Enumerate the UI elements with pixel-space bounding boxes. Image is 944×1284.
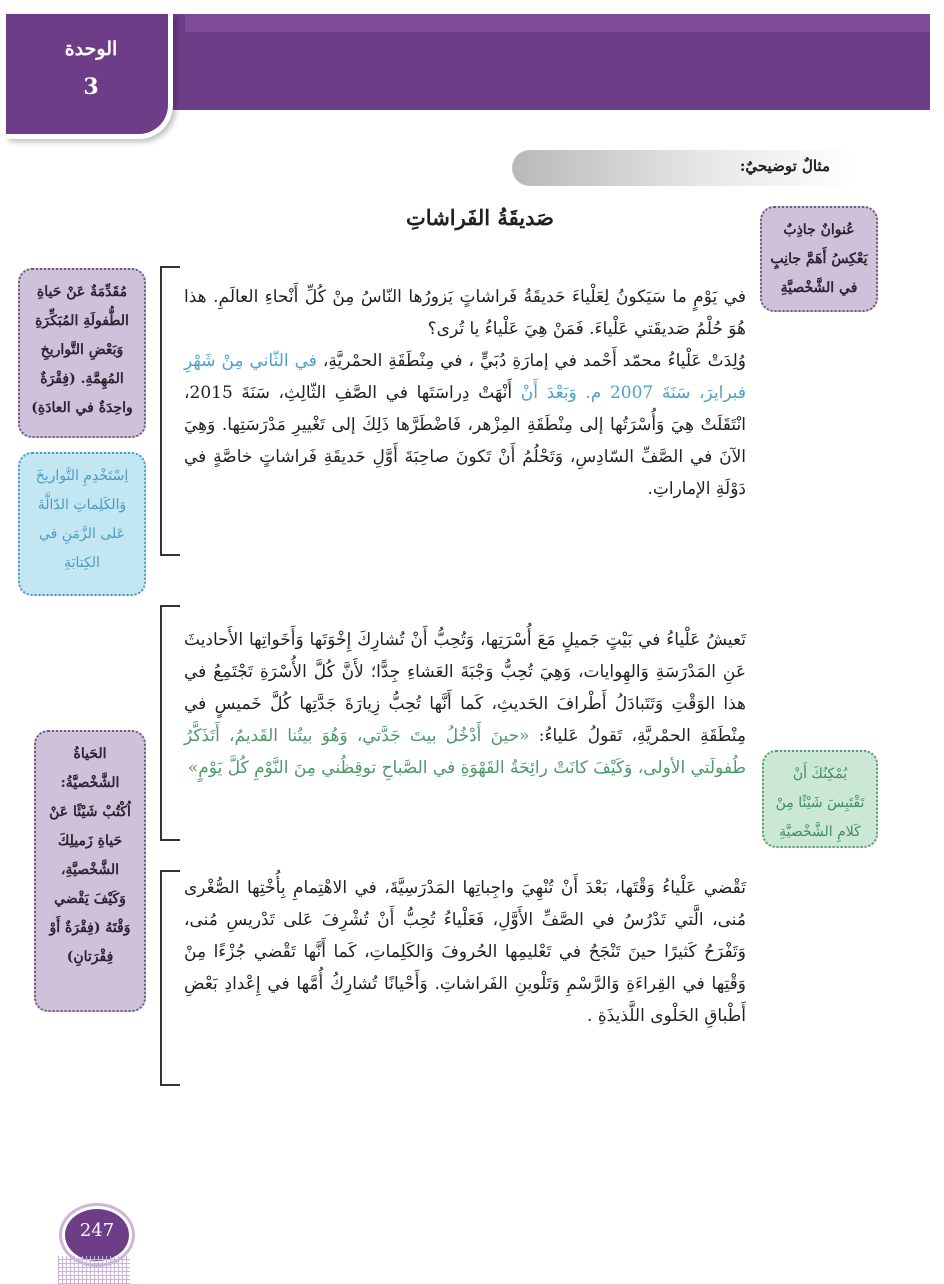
intro-text-2: وُلِدَتْ عَلْياءُ محمّد أَحْمد في إمارَةِ دُبَيٍّ ، في مِنْطَقَةِ الحمْريَّةِ، <box>322 351 746 371</box>
intro-text-3: أَنْهَتْ دِراسَتَها في الصَّفِ الثّالِثِ، سَنَةَ 2015، انْتَقَلَتْ هِيَ وَأُسْرَتُها إلى مِنْطَقَةِ المِزْهر، فَاضْطَرَّها ذَلِكَ إلى تَغْييرِ مَدْرَسَتِها. وَهِيَ الآنَ في الصَّفِّ السّادِسِ، وَتَحْلُمُ أَنْ تَكونَ صاحِبَةَ أَوَّلِ حَديقَةِ فَراشاتٍ خاصَّةٍ في دَوْلَةِ الإماراتِ. <box>184 383 746 499</box>
dates-note: اِسْتَخْدِمِ التَّواريخَ وَالكَلِماتِ الدّالَّةَ عَلى الزَّمَنِ في الكِتابَةِ <box>18 452 146 596</box>
paragraph-family <box>184 624 746 784</box>
unit-number: 3 <box>83 74 99 100</box>
intro-note: مُقَدِّمَةٌ عَنْ حَياةِ الطُّفولَةِ المُبَكِّرَةِ وَبَعْضِ التَّواريخِ المُهِمَّةِ. (فِقْرَةٌ واحِدَةٌ في العادَةِ) <box>18 268 146 438</box>
life-note: الحَياةُ الشَّخْصيَّةُ: اُكْتُبْ شَيْئًا عَنْ حَياةِ زَميلِكَ الشَّخْصيَّةِ، وَكَيْفَ يَقْضي وَقْتَهُ (فِقْرَةٌ أَوْ فِقْرَتانِ) <box>34 730 146 1012</box>
header-banner-shade <box>185 14 930 32</box>
intro-time-word: وَبَعْدَ أَنْ <box>520 383 577 403</box>
title-note: عُنوانٌ جاذِبٌ يَعْكِسُ أَهَمَّ جانِبٍ في الشَّخْصيَّةِ <box>760 206 878 312</box>
paragraph-intro <box>184 281 746 505</box>
family-text: تَعيشُ عَلْياءُ في بَيْتٍ جَميلٍ مَعَ أُسْرَتِها، وَتُحِبُّ أَنْ تُشارِكَ إِخْوَتَها وَأَخَواتِها الأَحاديثَ عَنِ المَدْرَسَةِ وَالهِوايات، وَهِيَ تُحِبُّ وَجْبَةَ العَشاءِ جِدًّا؛ لأَنَّ كُلَّ الأُسْرَةِ تَجْتَمِعُ في هذا الوَقْتِ وَتَتَبادَلُ أَطْرافَ الحَديثِ، كَما أَنَّها تُحِبُّ زِيارَةَ جَدَّتِها كُلَّ خَميسٍ في مِنْطَقَةِ الحمْريَّةِ، تَقولُ عَلياءُ: <box>184 630 746 746</box>
daily-life-text: تَقْضي عَلْياءُ وَقْتَها، بَعْدَ أَنْ تُنْهِيَ واجِباتِها المَدْرَسِيَّةَ، في الاهْتِمامِ بِأُخْتِها الصُّغْرى مُنى، الَّتي تَدْرُسُ في الصَّفِّ الأَوَّلِ، فَعَلْياءُ تُحِبُّ أَنْ تُشْرِفَ عَلى تَدْريسِ مُنى، وَتَفْرَحُ كَثيرًا حينَ تَنْجَحُ في تَعْليمِها الحُروفَ وَالكَلِماتِ، كَما أَنَّها تَقْضي جُزْءًا مِنْ وَقْتِها في القِراءَةِ وَالرَّسْمِ وَتَلْوينِ الفَراشاتِ. وَأَحْيانًا تُشارِكُ أُمَّها في إِعْدادِ بَعْضِ أَطْباقِ الحَلْوى اللَّذيذَةِ . <box>184 878 746 1026</box>
example-label: مثالٌ توضيحيٌ: <box>739 157 830 175</box>
family-quote: «حينَ أَدْخُلُ بيتَ جَدَّتي، وَهُوَ بيتُنا القَديمُ، أَتَذَكَّرُ طُفولَتي الأولى، وَكَيْفَ كانَتْ رائِحَةُ القَهْوَةِ في الصَّباحِ توقِظُني مِنَ النَّوْمِ كُلَّ يَوْمٍ» <box>184 726 746 778</box>
unit-label: الوحدة <box>64 38 118 60</box>
quote-note: يُمْكِنُكَ أَنْ تَقْتَبِسَ شَيْئًا مِنْ كَلامِ الشَّخْصيَّةِ <box>762 750 878 848</box>
paragraph2-bracket <box>160 605 180 841</box>
paragraph3-bracket <box>160 870 180 1086</box>
intro-date-text: في الثّاني مِنْ شَهْرِ فبرايرَ، سَنَةَ 2007 م. <box>184 351 746 403</box>
decorative-grid <box>58 1256 130 1284</box>
paragraph-daily-life <box>184 872 746 1032</box>
paragraph1-bracket <box>160 266 180 556</box>
page-title: صَديقَةُ الفَراشاتِ <box>406 205 554 230</box>
page-number: 247 <box>79 1220 115 1241</box>
intro-text-1: في يَوْمٍ ما سَيَكونُ لِعَلْياءَ حَديقَةُ فَراشاتٍ يَزورُها النّاسُ مِنْ كُلِّ أَنْحاءِ العالَمِ. هذا هُوَ حُلْمُ صَديقَتي عَلْياءَ. فَمَنْ هِيَ عَلْياءُ يا تُرى؟ <box>184 287 746 339</box>
